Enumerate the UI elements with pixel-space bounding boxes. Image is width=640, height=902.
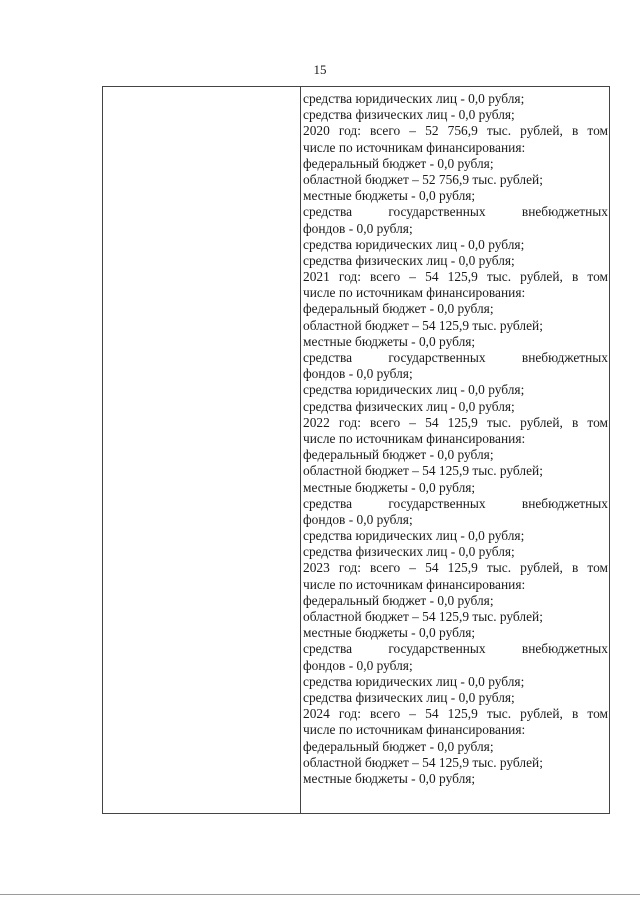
text-line: 2020 год: всего – 52 756,9 тыс. рублей, в том: [303, 123, 608, 139]
text-line: областной бюджет – 54 125,9 тыс. рублей;: [303, 609, 543, 624]
text-line: средства государственных внебюджетных: [303, 495, 608, 511]
text-line: 2021 год: всего – 54 125,9 тыс. рублей, в том: [303, 269, 608, 285]
text-line: средства юридических лиц - 0,0 рубля;: [303, 91, 525, 106]
page-bottom-rule: [0, 894, 640, 895]
text-line: областной бюджет – 54 125,9 тыс. рублей;: [303, 463, 543, 479]
text-line: средства юридических лиц - 0,0 рубля;: [303, 528, 525, 544]
text-line: местные бюджеты - 0,0 рубля;: [303, 188, 476, 204]
page-number: 15: [313, 62, 327, 77]
text-line: федеральный бюджет - 0,0 рубля;: [303, 592, 494, 608]
text-line: средства физических лиц - 0,0 рубля;: [303, 544, 515, 560]
text-line: средства юридических лиц - 0,0 рубля;: [303, 382, 525, 398]
text-line: числе по источникам финансирования:: [303, 285, 526, 301]
text-line: средства физических лиц - 0,0 рубля;: [303, 689, 515, 705]
text-line: местные бюджеты - 0,0 рубля;: [303, 625, 476, 641]
text-line: местные бюджеты - 0,0 рубля;: [303, 479, 476, 495]
text-line: фондов - 0,0 рубля;: [303, 220, 413, 236]
text-line: числе по источникам финансирования:: [303, 430, 526, 446]
funding-cell-text: [303, 91, 608, 787]
text-line: фондов - 0,0 рубля;: [303, 366, 413, 382]
text-line: 2022 год: всего – 54 125,9 тыс. рублей, в том: [303, 414, 608, 430]
funding-table: [102, 86, 610, 814]
text-line: средства физических лиц - 0,0 рубля;: [303, 398, 515, 414]
text-line: средства физических лиц - 0,0 рубля;: [303, 252, 515, 268]
text-line: местные бюджеты - 0,0 рубля;: [303, 770, 476, 786]
text-line: федеральный бюджет - 0,0 рубля;: [303, 301, 494, 317]
text-line: федеральный бюджет - 0,0 рубля;: [303, 447, 494, 463]
text-line: средства государственных внебюджетных: [303, 350, 608, 365]
text-line: областной бюджет – 52 756,9 тыс. рублей;: [303, 171, 543, 187]
text-line: 2024 год: всего – 54 125,9 тыс. рублей, в том: [303, 706, 608, 722]
text-line: областной бюджет – 54 125,9 тыс. рублей;: [303, 754, 543, 770]
text-line: фондов - 0,0 рубля;: [303, 511, 413, 527]
text-line: числе по источникам финансирования:: [303, 576, 526, 592]
text-line: фондов - 0,0 рубля;: [303, 657, 413, 673]
text-line: средства юридических лиц - 0,0 рубля;: [303, 236, 525, 252]
text-line: областной бюджет – 54 125,9 тыс. рублей;: [303, 317, 543, 333]
text-line: средства юридических лиц - 0,0 рубля;: [303, 673, 525, 689]
text-line: 2023 год: всего – 54 125,9 тыс. рублей, в том: [303, 560, 608, 576]
text-line: местные бюджеты - 0,0 рубля;: [303, 333, 476, 349]
column-divider: [300, 87, 301, 813]
text-line: федеральный бюджет - 0,0 рубля;: [303, 738, 494, 754]
text-line: средства физических лиц - 0,0 рубля;: [303, 107, 515, 123]
text-line: числе по источникам финансирования:: [303, 139, 526, 155]
text-line: средства государственных внебюджетных: [303, 204, 608, 220]
text-line: федеральный бюджет - 0,0 рубля;: [303, 155, 494, 171]
text-line: числе по источникам финансирования:: [303, 722, 526, 738]
text-line: средства государственных внебюджетных: [303, 641, 608, 657]
